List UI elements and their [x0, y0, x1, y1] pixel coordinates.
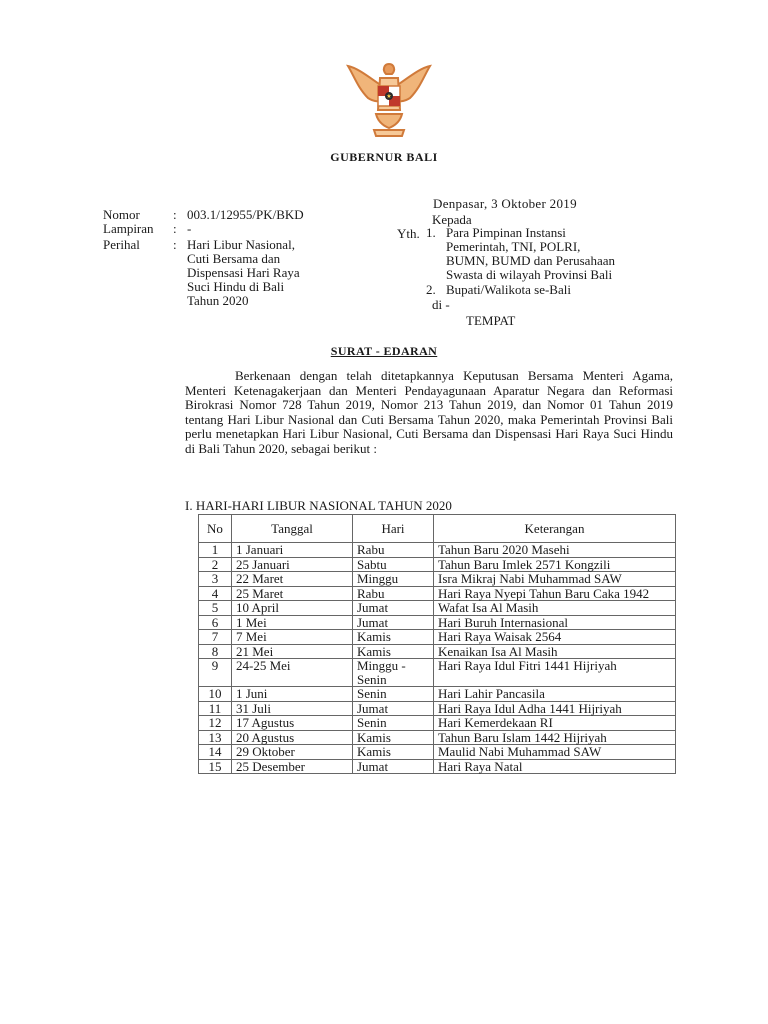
lampiran-value: -	[187, 221, 192, 236]
table-row	[199, 543, 676, 558]
row-day: Rabu	[353, 586, 434, 601]
row-number: 12	[199, 716, 232, 731]
row-date: 17 Agustus	[232, 716, 353, 731]
table-row	[199, 572, 676, 587]
recipient-1	[426, 226, 686, 282]
perihal-line: Tahun 2020	[187, 293, 249, 308]
recipient-line: Swasta di wilayah Provinsi Bali	[446, 267, 613, 282]
row-date: 25 Desember	[232, 759, 353, 774]
lampiran-label: Lampiran	[103, 221, 154, 236]
row-description: Hari Buruh Internasional	[434, 615, 676, 630]
row-description: Maulid Nabi Muhammad SAW	[434, 745, 676, 760]
row-number: 6	[199, 615, 232, 630]
perihal-label: Perihal	[103, 237, 140, 252]
row-date: 21 Mei	[232, 644, 353, 659]
row-day: Kamis	[353, 730, 434, 745]
table-header-row	[199, 515, 676, 543]
recipient-line: BUMN, BUMD dan Perusahaan	[446, 253, 615, 268]
column-header: Hari	[353, 515, 434, 543]
row-number: 2	[199, 557, 232, 572]
garuda-emblem-icon	[340, 58, 438, 142]
table-row	[199, 659, 676, 687]
recipient-number: 2.	[426, 282, 436, 297]
row-number: 11	[199, 701, 232, 716]
tempat-label: TEMPAT	[466, 313, 516, 328]
row-number: 7	[199, 630, 232, 645]
row-description: Tahun Baru 2020 Masehi	[434, 543, 676, 558]
section-title: I. HARI-HARI LIBUR NASIONAL TAHUN 2020	[185, 498, 452, 513]
row-day: Sabtu	[353, 557, 434, 572]
column-header: Keterangan	[434, 515, 676, 543]
table-row	[199, 615, 676, 630]
row-description: Tahun Baru Imlek 2571 Kongzili	[434, 557, 676, 572]
di-label: di -	[432, 297, 450, 312]
row-date: 29 Oktober	[232, 745, 353, 760]
perihal-line: Hari Libur Nasional,	[187, 237, 295, 252]
nomor-row: Nomor : 003.1/12955/PK/BKD	[103, 207, 304, 222]
recipient-number: 1.	[426, 225, 436, 240]
perihal-value	[187, 238, 387, 308]
nomor-label: Nomor	[103, 207, 140, 222]
row-description: Hari Raya Waisak 2564	[434, 630, 676, 645]
table-row	[199, 586, 676, 601]
table-row	[199, 687, 676, 702]
nomor-value: 003.1/12955/PK/BKD	[187, 207, 304, 222]
row-date: 25 Januari	[232, 557, 353, 572]
column-header: No	[199, 515, 232, 543]
row-number: 15	[199, 759, 232, 774]
perihal-line: Dispensasi Hari Raya	[187, 265, 300, 280]
table-row	[199, 745, 676, 760]
table-row	[199, 601, 676, 616]
table-row	[199, 730, 676, 745]
row-number: 14	[199, 745, 232, 760]
table-row	[199, 644, 676, 659]
recipient-line: Para Pimpinan Instansi	[446, 225, 566, 240]
row-number: 9	[199, 659, 232, 687]
row-day: Jumat	[353, 701, 434, 716]
yth-label: Yth.	[397, 226, 420, 241]
row-date: 7 Mei	[232, 630, 353, 645]
perihal-row: Perihal :	[103, 237, 177, 252]
row-number: 1	[199, 543, 232, 558]
perihal-line: Cuti Bersama dan	[187, 251, 281, 266]
table-row	[199, 630, 676, 645]
row-number: 10	[199, 687, 232, 702]
body-paragraph: Berkenaan dengan telah ditetapkannya Keputusan Bersama Menteri Agama, Menteri Ketenagakerjaan dan Menteri Pendayagunaan Aparatur Negara dan Reformasi Birokrasi Nomor 728 Tahun 2019, Nomor 213 Tahun 2019, dan Nomor 01 Tahun 2019 tentang Hari Libur Nasional dan Cuti Bersama Tahun 2020, maka Pemerintah Provinsi Bali perlu menetapkan Hari Libur Nasional, Cuti Bersama dan Dispensasi Hari Raya Suci Hindu di Bali Tahun 2020, sebagai berikut :	[185, 368, 673, 456]
row-description: Tahun Baru Islam 1442 Hijriyah	[434, 730, 676, 745]
row-day: Kamis	[353, 644, 434, 659]
row-date: 22 Maret	[232, 572, 353, 587]
row-day: Minggu	[353, 572, 434, 587]
surat-edaran-title: SURAT - EDARAN	[330, 344, 438, 358]
row-day: Jumat	[353, 601, 434, 616]
holiday-table	[198, 514, 676, 774]
row-number: 3	[199, 572, 232, 587]
perihal-line: Suci Hindu di Bali	[187, 279, 285, 294]
org-title: GUBERNUR BALI	[330, 150, 438, 164]
table-row	[199, 716, 676, 731]
row-day: Kamis	[353, 745, 434, 760]
row-date: 31 Juli	[232, 701, 353, 716]
row-description: Wafat Isa Al Masih	[434, 601, 676, 616]
row-description: Hari Raya Idul Adha 1441 Hijriyah	[434, 701, 676, 716]
recipient-line: Bupati/Walikota se-Bali	[446, 282, 571, 297]
recipient-2	[426, 283, 686, 297]
row-description: Hari Raya Nyepi Tahun Baru Caka 1942	[434, 586, 676, 601]
row-day: Senin	[353, 687, 434, 702]
row-number: 5	[199, 601, 232, 616]
row-description: Hari Raya Natal	[434, 759, 676, 774]
row-date: 1 Juni	[232, 687, 353, 702]
row-date: 25 Maret	[232, 586, 353, 601]
row-day: Senin	[353, 716, 434, 731]
row-date: 1 Mei	[232, 615, 353, 630]
row-description: Isra Mikraj Nabi Muhammad SAW	[434, 572, 676, 587]
row-number: 4	[199, 586, 232, 601]
row-date: 10 April	[232, 601, 353, 616]
table-row	[199, 557, 676, 572]
table-row	[199, 759, 676, 774]
lampiran-row: Lampiran : -	[103, 221, 192, 236]
letter-date: Denpasar, 3 Oktober 2019	[433, 196, 577, 211]
row-number: 13	[199, 730, 232, 745]
row-day: Jumat	[353, 615, 434, 630]
row-day: Rabu	[353, 543, 434, 558]
row-description: Hari Raya Idul Fitri 1441 Hijriyah	[434, 659, 676, 687]
recipient-line: Pemerintah, TNI, POLRI,	[446, 239, 581, 254]
column-header: Tanggal	[232, 515, 353, 543]
svg-text:★: ★	[386, 93, 392, 100]
row-date: 20 Agustus	[232, 730, 353, 745]
row-date: 1 Januari	[232, 543, 353, 558]
row-description: Hari Kemerdekaan RI	[434, 716, 676, 731]
row-day: Minggu - Senin	[353, 659, 434, 687]
row-date: 24-25 Mei	[232, 659, 353, 687]
kepada-label: Kepada	[432, 212, 472, 227]
row-number: 8	[199, 644, 232, 659]
row-day: Jumat	[353, 759, 434, 774]
row-description: Kenaikan Isa Al Masih	[434, 644, 676, 659]
row-description: Hari Lahir Pancasila	[434, 687, 676, 702]
row-day: Kamis	[353, 630, 434, 645]
table-row	[199, 701, 676, 716]
